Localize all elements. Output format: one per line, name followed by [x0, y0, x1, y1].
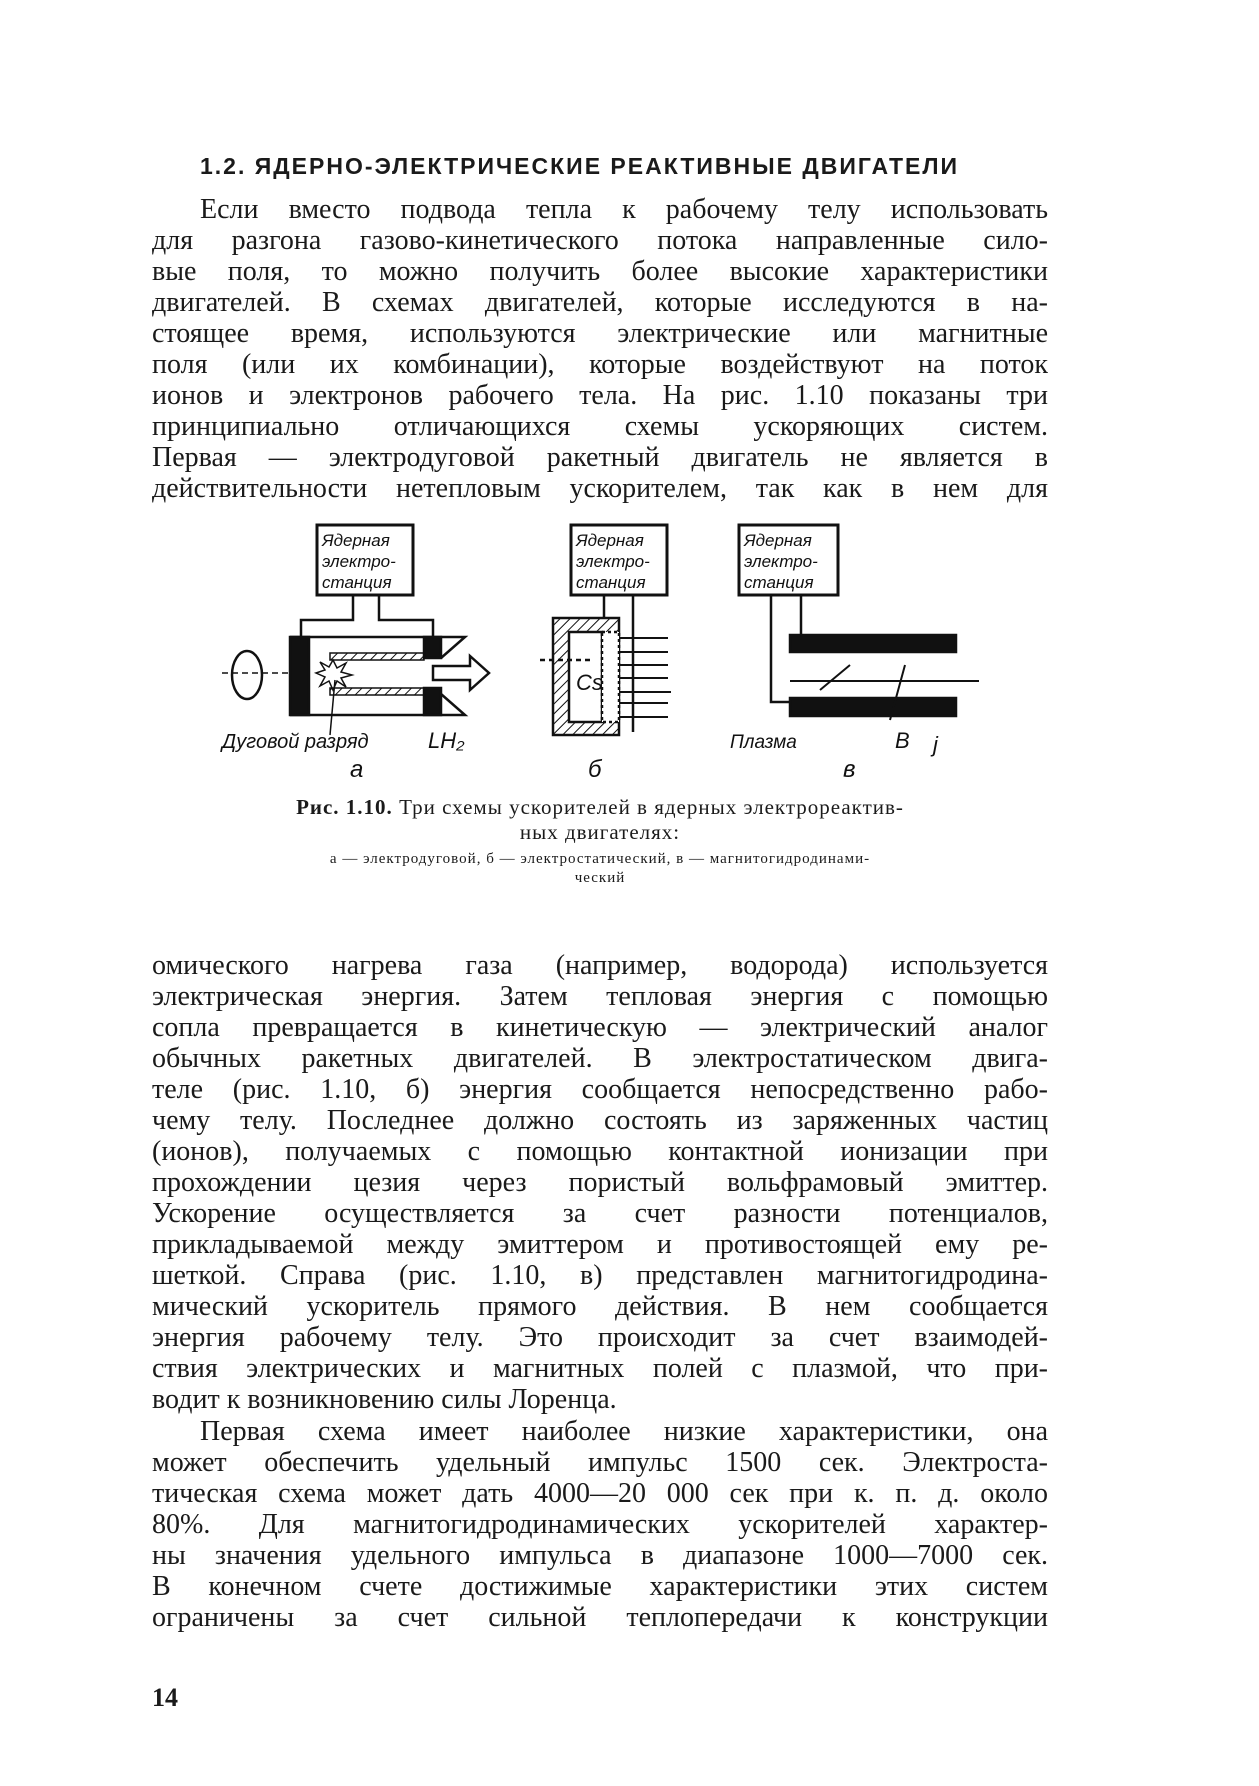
caption-text: Три схемы ускорителей в ядерных электрореактив- [399, 795, 904, 819]
station-label: Ядерная [322, 531, 390, 550]
arc-label: Дуговой разряд [222, 731, 369, 753]
figure-number: Рис. 1.10. [296, 795, 393, 819]
nozzle [441, 637, 465, 658]
j-label: j [933, 732, 938, 757]
anode [424, 637, 441, 658]
plasma-label: Плазма [730, 732, 797, 753]
b-label: B [895, 728, 910, 753]
hatched-wall [330, 688, 424, 695]
paragraph-2 [152, 950, 1048, 1415]
text-line: действительности нетепловым ускорителем, так как в нем для [152, 473, 1048, 504]
text-line: Первая — электродуговой ракетный двигатель не является в [152, 442, 1048, 473]
text-line: обычных ракетных двигателей. В электростатическом двига- [152, 1043, 1048, 1074]
text-line: тическая схема может дать 4000—20 000 сек при к. п. д. около [152, 1478, 1048, 1509]
text-line: двигателей. В схемах двигателей, которые исследуются в на- [152, 287, 1048, 318]
text-line: 80%. Для магнитогидродинамических ускорителей характер- [152, 1509, 1048, 1540]
text-line: В конечном счете достижимые характеристики этих систем [152, 1571, 1048, 1602]
ion-beam-arrows [619, 638, 671, 717]
electrode-top [790, 635, 956, 652]
text-line: чему телу. Последнее должно состоять из заряженных частиц [152, 1105, 1048, 1136]
text-line: Ускорение осуществляется за счет разности потенциалов, [152, 1198, 1048, 1229]
station-label: Ядерная [744, 531, 812, 550]
text-line: прохождении цезия через пористый вольфрамовый эмиттер. [152, 1167, 1048, 1198]
text-line: шеткой. Справа (рис. 1.10, в) представлен магнитогидродина- [152, 1260, 1048, 1291]
cs-label: Cs [576, 670, 603, 695]
text-line: ны значения удельного импульса в диапазоне 1000—7000 сек. [152, 1540, 1048, 1571]
text-line: ограничены за счет сильной теплопередачи к конструкции [152, 1602, 1048, 1633]
station-label: станция [744, 573, 814, 592]
diagram-letter-a: а [350, 756, 364, 783]
wire [771, 595, 790, 702]
rotation-icon [232, 651, 262, 699]
wire [379, 595, 433, 637]
station-label: электро- [322, 552, 396, 571]
text-line: может обеспечить удельный импульс 1500 сек. Электроста- [152, 1447, 1048, 1478]
figure-caption-line2: ных двигателях: [519, 820, 681, 844]
station-label: электро- [744, 552, 818, 571]
station-label: Ядерная [576, 531, 644, 550]
text-line: Если вместо подвода тепла к рабочему телу использовать [200, 194, 1048, 225]
b-field-arrow [820, 665, 850, 690]
text-line: Первая схема имеет наиболее низкие характеристики, она [200, 1416, 1048, 1447]
figure-caption-legend-cont: ческий [574, 870, 626, 886]
text-line: (ионов), получаемых с помощью контактной ионизации при [152, 1136, 1048, 1167]
text-line: мический ускоритель прямого действия. В нем сообщается [152, 1291, 1048, 1322]
porous-emitter [602, 632, 619, 722]
figure-1-10 [0, 0, 1259, 800]
text-line: сопла превращается в кинетическую — электрический аналог [152, 1012, 1048, 1043]
hatched-wall [330, 653, 424, 660]
text-line: теле (рис. 1.10, б) энергия сообщается непосредственно рабо- [152, 1074, 1048, 1105]
text-line: вые поля, то можно получить более высокие характеристики [152, 256, 1048, 287]
diagram-c-mhd [730, 525, 979, 783]
wire [301, 595, 353, 637]
electrode-bottom [790, 698, 956, 716]
text-line: принципиально отличающихся схемы ускоряющих систем. [152, 411, 1048, 442]
figure-caption-line1 [152, 795, 1048, 820]
text-line: стоящее время, используются электрические или магнитные [152, 318, 1048, 349]
nozzle [441, 694, 465, 715]
text-line: электрическая энергия. Затем тепловая энергия с помощью [152, 981, 1048, 1012]
diagram-letter-c: в [843, 756, 856, 783]
diagram-b-electrostatic [540, 525, 671, 783]
text-line: энергия рабочему телу. Это происходит за счет взаимодей- [152, 1322, 1048, 1353]
station-label: электро- [576, 552, 650, 571]
anode [424, 688, 441, 715]
text-line: ствия электрических и магнитных полей с плазмой, что при- [152, 1353, 1048, 1384]
text-line: омического нагрева газа (например, водорода) используется [152, 950, 1048, 981]
diagram-a-arc-thruster [220, 525, 489, 783]
diagram-letter-b: б [588, 756, 602, 783]
page-number: 14 [152, 1683, 178, 1712]
text-line: ионов и электронов рабочего тела. На рис. 1.10 показаны три [152, 380, 1048, 411]
station-label: станция [322, 573, 392, 592]
lh2-label: LH₂ [428, 728, 465, 753]
text-line: водит к возникновению силы Лоренца. [152, 1384, 617, 1415]
exhaust-arrow [433, 656, 489, 690]
cathode [290, 637, 309, 715]
paragraph-3 [152, 1416, 1048, 1633]
text-line: прикладываемой между эмиттером и противостоящей ему ре- [152, 1229, 1048, 1260]
text-line: для разгона газово-кинетического потока направленные сило- [152, 225, 1048, 256]
station-label: станция [576, 573, 646, 592]
section-title: 1.2. ЯДЕРНО-ЭЛЕКТРИЧЕСКИЕ РЕАКТИВНЫЕ ДВИГАТЕЛИ [200, 153, 960, 179]
text-line: поля (или их комбинации), которые воздействуют на поток [152, 349, 1048, 380]
figure-caption-legend: а — электродуговой, б — электростатический, в — магнитогидродинами- [329, 851, 871, 867]
